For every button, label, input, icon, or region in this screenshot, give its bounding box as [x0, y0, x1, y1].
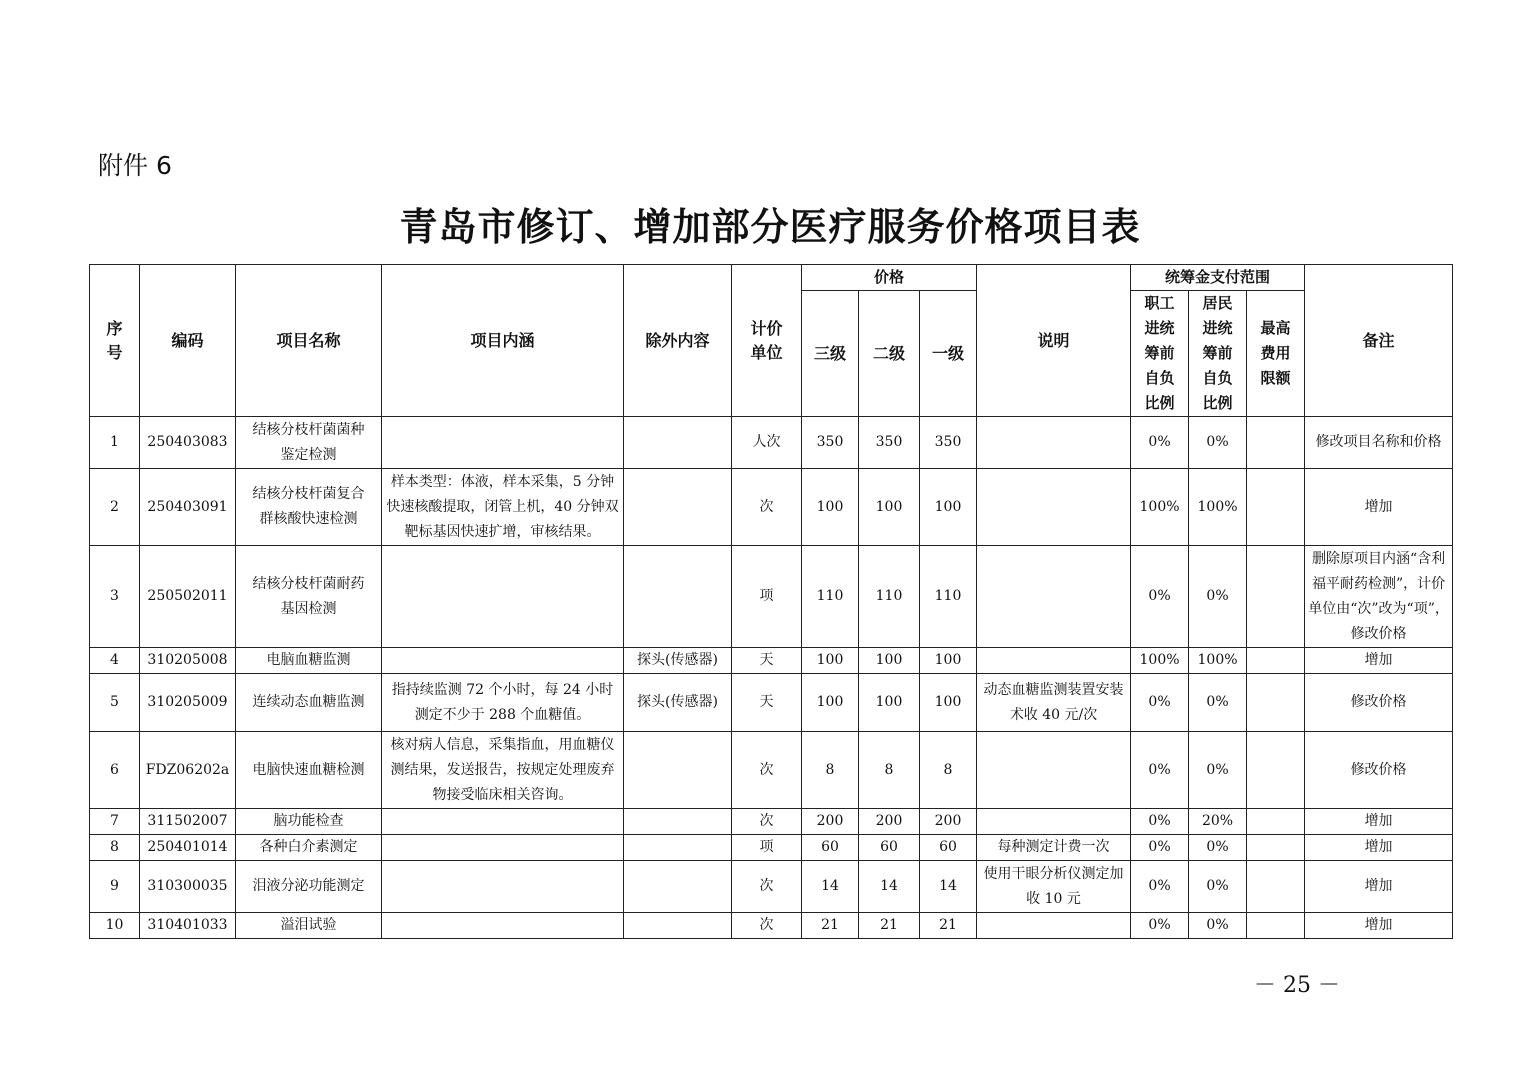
cell-remarks: 删除原项目内涵“含利福平耐药检测”，计价单位由“次”改为“项”，修改价格 [1305, 546, 1453, 648]
cell-price-level1: 350 [920, 417, 977, 469]
cell-max-limit [1247, 546, 1305, 648]
cell-seq: 2 [90, 469, 140, 546]
document-title: 青岛市修订、增加部分医疗服务价格项目表 [399, 204, 1141, 249]
table-row [90, 469, 1453, 546]
cell-seq: 1 [90, 417, 140, 469]
header-name: 项目名称 [236, 265, 382, 417]
cell-price-level1: 21 [920, 913, 977, 939]
cell-price-level2: 110 [859, 546, 920, 648]
cell-exclusions [624, 809, 732, 835]
cell-price-level2: 21 [859, 913, 920, 939]
header-employee-ratio: 职工进统筹前自负比例 [1131, 291, 1189, 417]
table-row [90, 732, 1453, 809]
header-code: 编码 [140, 265, 236, 417]
cell-exclusions: 探头(传感器) [624, 674, 732, 732]
cell-price-level1: 60 [920, 835, 977, 861]
header-resident-ratio: 居民进统筹前自负比例 [1189, 291, 1247, 417]
cell-description: 动态血糖监测装置安装术收 40 元/次 [977, 674, 1131, 732]
cell-max-limit [1247, 732, 1305, 809]
cell-price-level3: 60 [802, 835, 859, 861]
cell-price-level3: 350 [802, 417, 859, 469]
cell-content: 核对病人信息，采集指血，用血糖仪测结果，发送报告，按规定处理废弃物接受临床相关咨询。 [382, 732, 624, 809]
cell-content [382, 648, 624, 674]
header-price-group: 价格 [802, 265, 977, 291]
header-content: 项目内涵 [382, 265, 624, 417]
cell-code: FDZ06202a [140, 732, 236, 809]
header-exclusions: 除外内容 [624, 265, 732, 417]
table-row [90, 417, 1453, 469]
cell-employee-ratio: 100% [1131, 648, 1189, 674]
cell-price-level3: 100 [802, 674, 859, 732]
cell-description [977, 417, 1131, 469]
cell-content [382, 861, 624, 913]
header-description: 说明 [977, 265, 1131, 417]
cell-max-limit [1247, 469, 1305, 546]
header-seq: 序号 [90, 265, 140, 417]
cell-max-limit [1247, 835, 1305, 861]
cell-unit: 项 [732, 835, 802, 861]
table-row [90, 913, 1453, 939]
header-price-level2: 二级 [859, 291, 920, 417]
cell-price-level3: 14 [802, 861, 859, 913]
cell-name: 溢泪试验 [236, 913, 382, 939]
cell-seq: 8 [90, 835, 140, 861]
cell-seq: 10 [90, 913, 140, 939]
header-remarks: 备注 [1305, 265, 1453, 417]
cell-employee-ratio: 0% [1131, 417, 1189, 469]
cell-exclusions: 探头(传感器) [624, 648, 732, 674]
cell-description: 使用干眼分析仪测定加收 10 元 [977, 861, 1131, 913]
table-row [90, 809, 1453, 835]
cell-exclusions [624, 835, 732, 861]
cell-seq: 3 [90, 546, 140, 648]
cell-seq: 4 [90, 648, 140, 674]
cell-price-level1: 8 [920, 732, 977, 809]
cell-price-level2: 100 [859, 469, 920, 546]
cell-price-level1: 110 [920, 546, 977, 648]
cell-price-level3: 110 [802, 546, 859, 648]
cell-name: 各种白介素测定 [236, 835, 382, 861]
cell-max-limit [1247, 861, 1305, 913]
cell-price-level3: 8 [802, 732, 859, 809]
cell-code: 311502007 [140, 809, 236, 835]
cell-description [977, 546, 1131, 648]
cell-code: 250502011 [140, 546, 236, 648]
cell-name: 电脑快速血糖检测 [236, 732, 382, 809]
cell-name: 泪液分泌功能测定 [236, 861, 382, 913]
cell-seq: 7 [90, 809, 140, 835]
cell-price-level3: 21 [802, 913, 859, 939]
header-unit: 计价单位 [732, 265, 802, 417]
cell-name: 脑功能检查 [236, 809, 382, 835]
cell-description [977, 809, 1131, 835]
cell-max-limit [1247, 809, 1305, 835]
cell-exclusions [624, 732, 732, 809]
cell-seq: 5 [90, 674, 140, 732]
table-row [90, 674, 1453, 732]
cell-resident-ratio: 20% [1189, 809, 1247, 835]
cell-name: 结核分枝杆菌耐药基因检测 [236, 546, 382, 648]
cell-unit: 次 [732, 732, 802, 809]
cell-max-limit [1247, 648, 1305, 674]
cell-name: 电脑血糖监测 [236, 648, 382, 674]
header-max-limit: 最高费用限额 [1247, 291, 1305, 417]
cell-employee-ratio: 0% [1131, 861, 1189, 913]
cell-resident-ratio: 0% [1189, 835, 1247, 861]
cell-description [977, 469, 1131, 546]
table-row [90, 546, 1453, 648]
cell-remarks: 增加 [1305, 861, 1453, 913]
cell-price-level3: 100 [802, 648, 859, 674]
cell-price-level3: 100 [802, 469, 859, 546]
cell-price-level3: 200 [802, 809, 859, 835]
cell-code: 310205008 [140, 648, 236, 674]
cell-seq: 6 [90, 732, 140, 809]
cell-employee-ratio: 0% [1131, 732, 1189, 809]
cell-exclusions [624, 417, 732, 469]
cell-unit: 天 [732, 674, 802, 732]
cell-content [382, 546, 624, 648]
table-row [90, 835, 1453, 861]
price-table [89, 264, 1453, 939]
cell-code: 250401014 [140, 835, 236, 861]
cell-resident-ratio: 0% [1189, 861, 1247, 913]
cell-description [977, 648, 1131, 674]
cell-resident-ratio: 0% [1189, 674, 1247, 732]
cell-description: 每种测定计费一次 [977, 835, 1131, 861]
cell-remarks: 增加 [1305, 835, 1453, 861]
cell-price-level2: 8 [859, 732, 920, 809]
cell-description [977, 732, 1131, 809]
cell-unit: 次 [732, 861, 802, 913]
cell-unit: 次 [732, 469, 802, 546]
cell-price-level2: 200 [859, 809, 920, 835]
cell-content [382, 417, 624, 469]
cell-remarks: 修改项目名称和价格 [1305, 417, 1453, 469]
cell-resident-ratio: 0% [1189, 913, 1247, 939]
cell-exclusions [624, 546, 732, 648]
cell-employee-ratio: 0% [1131, 835, 1189, 861]
table-row [90, 861, 1453, 913]
cell-exclusions [624, 469, 732, 546]
cell-employee-ratio: 0% [1131, 674, 1189, 732]
cell-code: 250403083 [140, 417, 236, 469]
cell-name: 连续动态血糖监测 [236, 674, 382, 732]
cell-price-level1: 100 [920, 674, 977, 732]
cell-price-level2: 100 [859, 648, 920, 674]
cell-exclusions [624, 861, 732, 913]
header-price-level3: 三级 [802, 291, 859, 417]
cell-content [382, 809, 624, 835]
cell-resident-ratio: 0% [1189, 546, 1247, 648]
cell-code: 250403091 [140, 469, 236, 546]
cell-price-level1: 100 [920, 469, 977, 546]
header-price-level1: 一级 [920, 291, 977, 417]
cell-remarks: 增加 [1305, 913, 1453, 939]
cell-unit: 项 [732, 546, 802, 648]
cell-max-limit [1247, 674, 1305, 732]
cell-price-level1: 200 [920, 809, 977, 835]
cell-code: 310205009 [140, 674, 236, 732]
cell-name: 结核分枝杆菌复合群核酸快速检测 [236, 469, 382, 546]
cell-price-level2: 100 [859, 674, 920, 732]
cell-content: 指持续监测 72 个小时，每 24 小时测定不少于 288 个血糖值。 [382, 674, 624, 732]
header-fund-group: 统筹金支付范围 [1131, 265, 1305, 291]
cell-max-limit [1247, 913, 1305, 939]
cell-price-level2: 14 [859, 861, 920, 913]
cell-employee-ratio: 100% [1131, 469, 1189, 546]
cell-unit: 次 [732, 809, 802, 835]
cell-exclusions [624, 913, 732, 939]
page-number: － 25 － [1254, 973, 1340, 998]
cell-code: 310300035 [140, 861, 236, 913]
cell-employee-ratio: 0% [1131, 809, 1189, 835]
cell-name: 结核分枝杆菌菌种鉴定检测 [236, 417, 382, 469]
cell-price-level2: 350 [859, 417, 920, 469]
cell-employee-ratio: 0% [1131, 546, 1189, 648]
cell-resident-ratio: 100% [1189, 469, 1247, 546]
cell-price-level2: 60 [859, 835, 920, 861]
cell-resident-ratio: 0% [1189, 417, 1247, 469]
cell-remarks: 修改价格 [1305, 732, 1453, 809]
cell-resident-ratio: 100% [1189, 648, 1247, 674]
cell-content: 样本类型：体液，样本采集，5 分钟快速核酸提取，闭管上机，40 分钟双靶标基因快速扩增，审核结果。 [382, 469, 624, 546]
cell-remarks: 增加 [1305, 809, 1453, 835]
cell-max-limit [1247, 417, 1305, 469]
cell-seq: 9 [90, 861, 140, 913]
table-row [90, 648, 1453, 674]
cell-content [382, 835, 624, 861]
cell-employee-ratio: 0% [1131, 913, 1189, 939]
cell-unit: 人次 [732, 417, 802, 469]
cell-description [977, 913, 1131, 939]
cell-content [382, 913, 624, 939]
cell-unit: 天 [732, 648, 802, 674]
cell-price-level1: 14 [920, 861, 977, 913]
cell-remarks: 增加 [1305, 648, 1453, 674]
attachment-label: 附件 6 [98, 151, 172, 180]
cell-code: 310401033 [140, 913, 236, 939]
cell-remarks: 修改价格 [1305, 674, 1453, 732]
cell-resident-ratio: 0% [1189, 732, 1247, 809]
cell-unit: 次 [732, 913, 802, 939]
cell-price-level1: 100 [920, 648, 977, 674]
cell-remarks: 增加 [1305, 469, 1453, 546]
